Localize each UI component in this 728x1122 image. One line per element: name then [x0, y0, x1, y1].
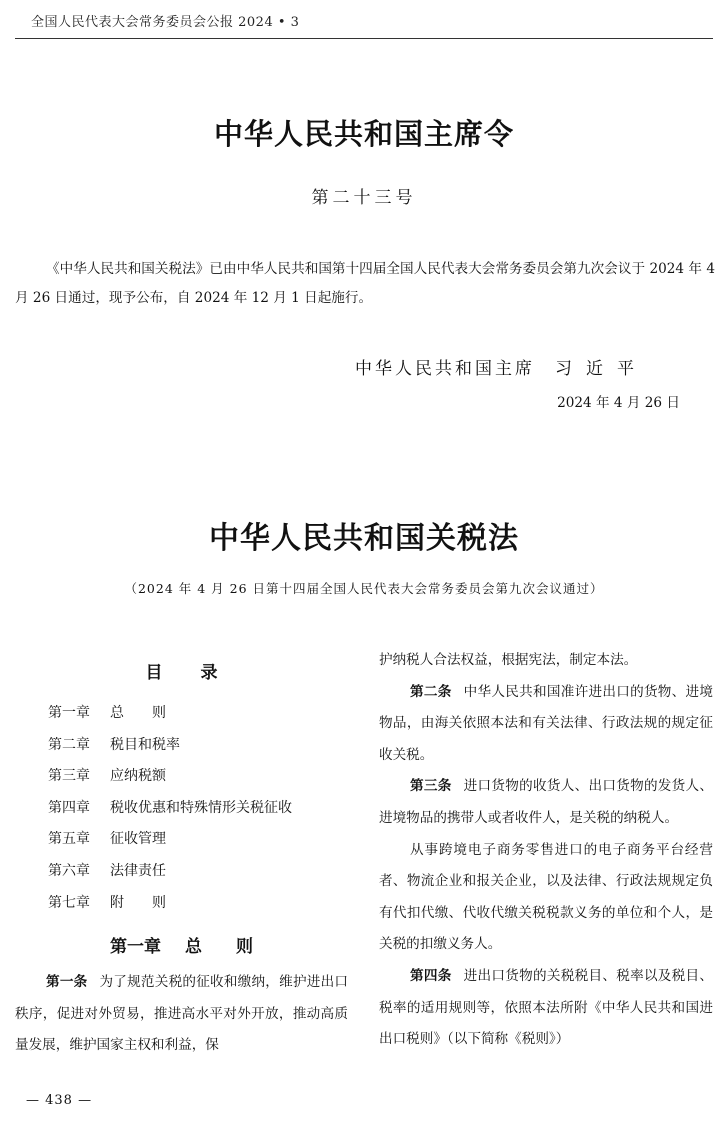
- article-3: [379, 771, 713, 834]
- toc-chapter: 第三章: [48, 768, 90, 785]
- toc-item: [15, 761, 348, 793]
- article-text: 为了规范关税的征收和缴纳，维护进出口秩序，促进对外贸易，推进高水平对外开放，推动高质量发展，维护国家主权和利益，保: [15, 974, 349, 1054]
- toc-item: [15, 698, 348, 730]
- toc-name: 税收优惠和特殊情形关税征收: [110, 799, 292, 816]
- chapter-label: 第一章: [110, 937, 161, 958]
- toc-heading: 目录: [145, 663, 256, 683]
- article-label: 第四条: [410, 967, 452, 984]
- order-body: 《中华人民共和国关税法》已由中华人民共和国第十四届全国人民代表大会常务委员会第九次会议于 2024 年 4 月 26 日通过，现予公布，自 2024 年 12 月 1 日起施行。: [15, 261, 715, 306]
- toc-name: 法律责任: [110, 862, 166, 879]
- toc-chapter: 第二章: [48, 736, 90, 753]
- toc-item: [15, 888, 348, 920]
- toc-chapter: 第一章: [48, 705, 90, 721]
- article-1: [15, 967, 348, 1062]
- toc-item: [15, 793, 348, 825]
- article-label: 第一条: [46, 974, 88, 991]
- law-title: 中华人民共和国关税法: [209, 521, 519, 556]
- chapter-name: 总 则: [185, 937, 253, 958]
- toc-item: [15, 856, 348, 888]
- toc-name: 税目和税率: [110, 736, 180, 753]
- header-rule: [15, 38, 713, 39]
- presidential-order-title: 中华人民共和国主席令: [213, 117, 514, 151]
- toc-chapter: 第五章: [48, 831, 90, 848]
- article-label: 第三条: [410, 778, 452, 795]
- article-1-continued: 护纳税人合法权益，根据宪法，制定本法。: [379, 652, 638, 668]
- toc-name: 附 则: [110, 894, 166, 911]
- left-column: [15, 645, 348, 1062]
- order-number: 第二十三号: [311, 188, 417, 208]
- page-number: — 438 —: [26, 1093, 93, 1108]
- toc-item: [15, 730, 348, 762]
- article-3-paragraph-2: 从事跨境电子商务零售进口的电子商务平台经营者、物流企业和报关企业，以及法律、行政法规规定负有代扣代缴、代收代缴关税税款义务的单位和个人，是关税的扣缴义务人。: [379, 841, 713, 953]
- toc-name: 应纳税额: [110, 768, 166, 785]
- signatory-name: 习近平: [555, 359, 648, 379]
- chapter-heading: [15, 927, 348, 967]
- toc-item: [15, 824, 348, 856]
- toc-name: 总 则: [110, 705, 166, 721]
- law-subtitle: （2024 年 4 月 26 日第十四届全国人民代表大会常务委员会第九次会议通过）: [124, 581, 604, 596]
- signature-date: 2024 年 4 月 26 日: [557, 395, 680, 411]
- toc-chapter: 第六章: [48, 862, 90, 879]
- toc-chapter: 第七章: [48, 894, 90, 911]
- toc-name: 征收管理: [110, 831, 166, 848]
- article-text: 中华人民共和国准许进出口的货物、进境物品，由海关依照本法和有关法律、行政法规的规定征收关税。: [379, 683, 714, 763]
- signatory-title: 中华人民共和国主席: [355, 359, 535, 379]
- article-2: [379, 677, 713, 772]
- running-header: 全国人民代表大会常务委员会公报 2024 • 3: [31, 15, 300, 30]
- right-column: [379, 645, 713, 1056]
- toc-chapter: 第四章: [48, 799, 90, 816]
- article-text: 进口货物的收货人、出口货物的发货人、进境物品的携带人或者收件人，是关税的纳税人。: [379, 778, 714, 826]
- article-4: [379, 961, 713, 1056]
- article-text: 进出口货物的关税税目、税率以及税目、税率的适用规则等，依照本法所附《中华人民共和国进出口税则》（以下简称《税则》）: [379, 967, 714, 1048]
- article-label: 第二条: [410, 683, 452, 700]
- signature-block: [355, 354, 648, 379]
